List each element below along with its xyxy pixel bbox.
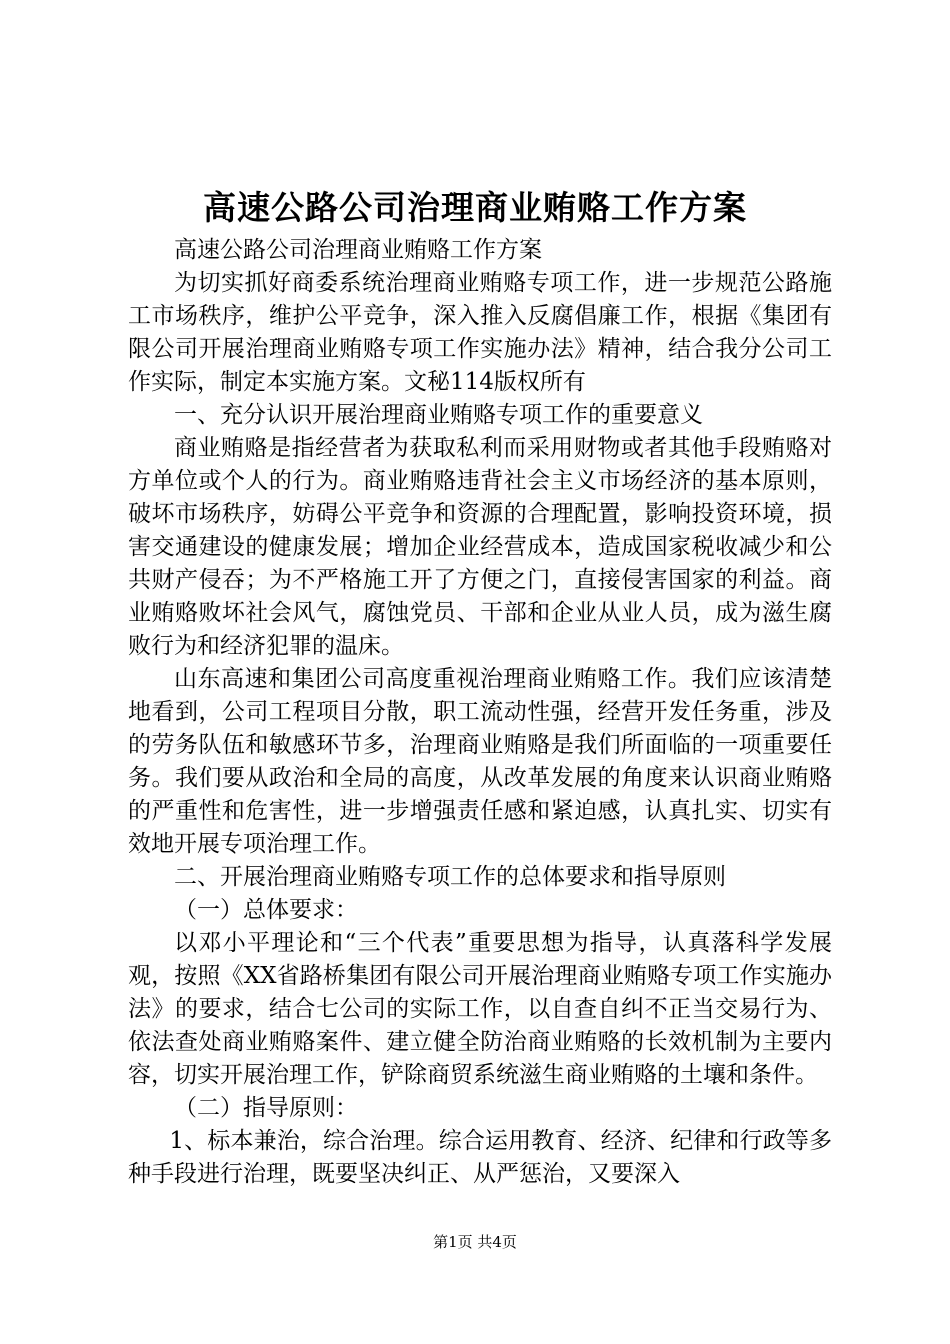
page-number-footer: 第1页 共4页 bbox=[433, 1233, 517, 1251]
document-title: 高速公路公司治理商业贿赂工作方案 bbox=[203, 188, 747, 227]
paragraph-principle-1: 1、标本兼治，综合治理。综合运用教育、经济、纪律和行政等多种手段进行治理，既要坚决纠正、从严惩治，又要深入 bbox=[128, 1128, 832, 1187]
paragraph-overall-requirements: 以邓小平理论和“三个代表”重要思想为指导，认真落科学发展观，按照《XX省路桥集团有限公司开展治理商业贿赂专项工作实施办法》的要求，结合七公司的实际工作，以自查自纠不正当交易行为、依法查处商业贿赂案件、建立健全防治商业贿赂的长效机制为主要内容，切实开展治理工作，铲除商贸系统滋生商业贿赂的土壤和条件。 bbox=[128, 930, 832, 1088]
document-body bbox=[128, 234, 832, 1191]
paragraph-importance: 山东高速和集团公司高度重视治理商业贿赂工作。我们应该清楚地看到，公司工程项目分散，职工流动性强，经营开发任务重，涉及的劳务队伍和敏感环节多，治理商业贿赂是我们所面临的一项重要任务。我们要从政治和全局的高度，从改革发展的角度来认识商业贿赂的严重性和危害性，进一步增强责任感和紧迫感，认真扎实、切实有效地开展专项治理工作。 bbox=[128, 666, 832, 857]
section-heading-2: 二、开展治理商业贿赂专项工作的总体要求和指导原则 bbox=[174, 864, 726, 890]
paragraph-subtitle: 高速公路公司治理商业贿赂工作方案 bbox=[174, 237, 542, 263]
section-heading-1: 一、充分认识开展治理商业贿赂专项工作的重要意义 bbox=[174, 402, 703, 428]
paragraph-definition: 商业贿赂是指经营者为获取私利而采用财物或者其他手段贿赂对方单位或个人的行为。商业贿赂违背社会主义市场经济的基本原则，破坏市场秩序，妨碍公平竞争和资源的合理配置，影响投资环境，损害交通建设的健康发展；增加企业经营成本，造成国家税收减少和公共财产侵吞；为不严格施工开了方便之门，直接侵害国家的利益。商业贿赂败坏社会风气，腐蚀党员、干部和企业从业人员，成为滋生腐败行为和经济犯罪的温床。 bbox=[128, 435, 832, 659]
subsection-heading-overall: （一）总体要求： bbox=[174, 897, 358, 923]
subsection-heading-principles: （二）指导原则： bbox=[174, 1095, 358, 1121]
paragraph-intro: 为切实抓好商委系统治理商业贿赂专项工作，进一步规范公路施工市场秩序，维护公平竞争，深入推入反腐倡廉工作，根据《集团有限公司开展治理商业贿赂专项工作实施办法》精神，结合我分公司工作实际，制定本实施方案。文秘114版权所有 bbox=[128, 270, 832, 395]
